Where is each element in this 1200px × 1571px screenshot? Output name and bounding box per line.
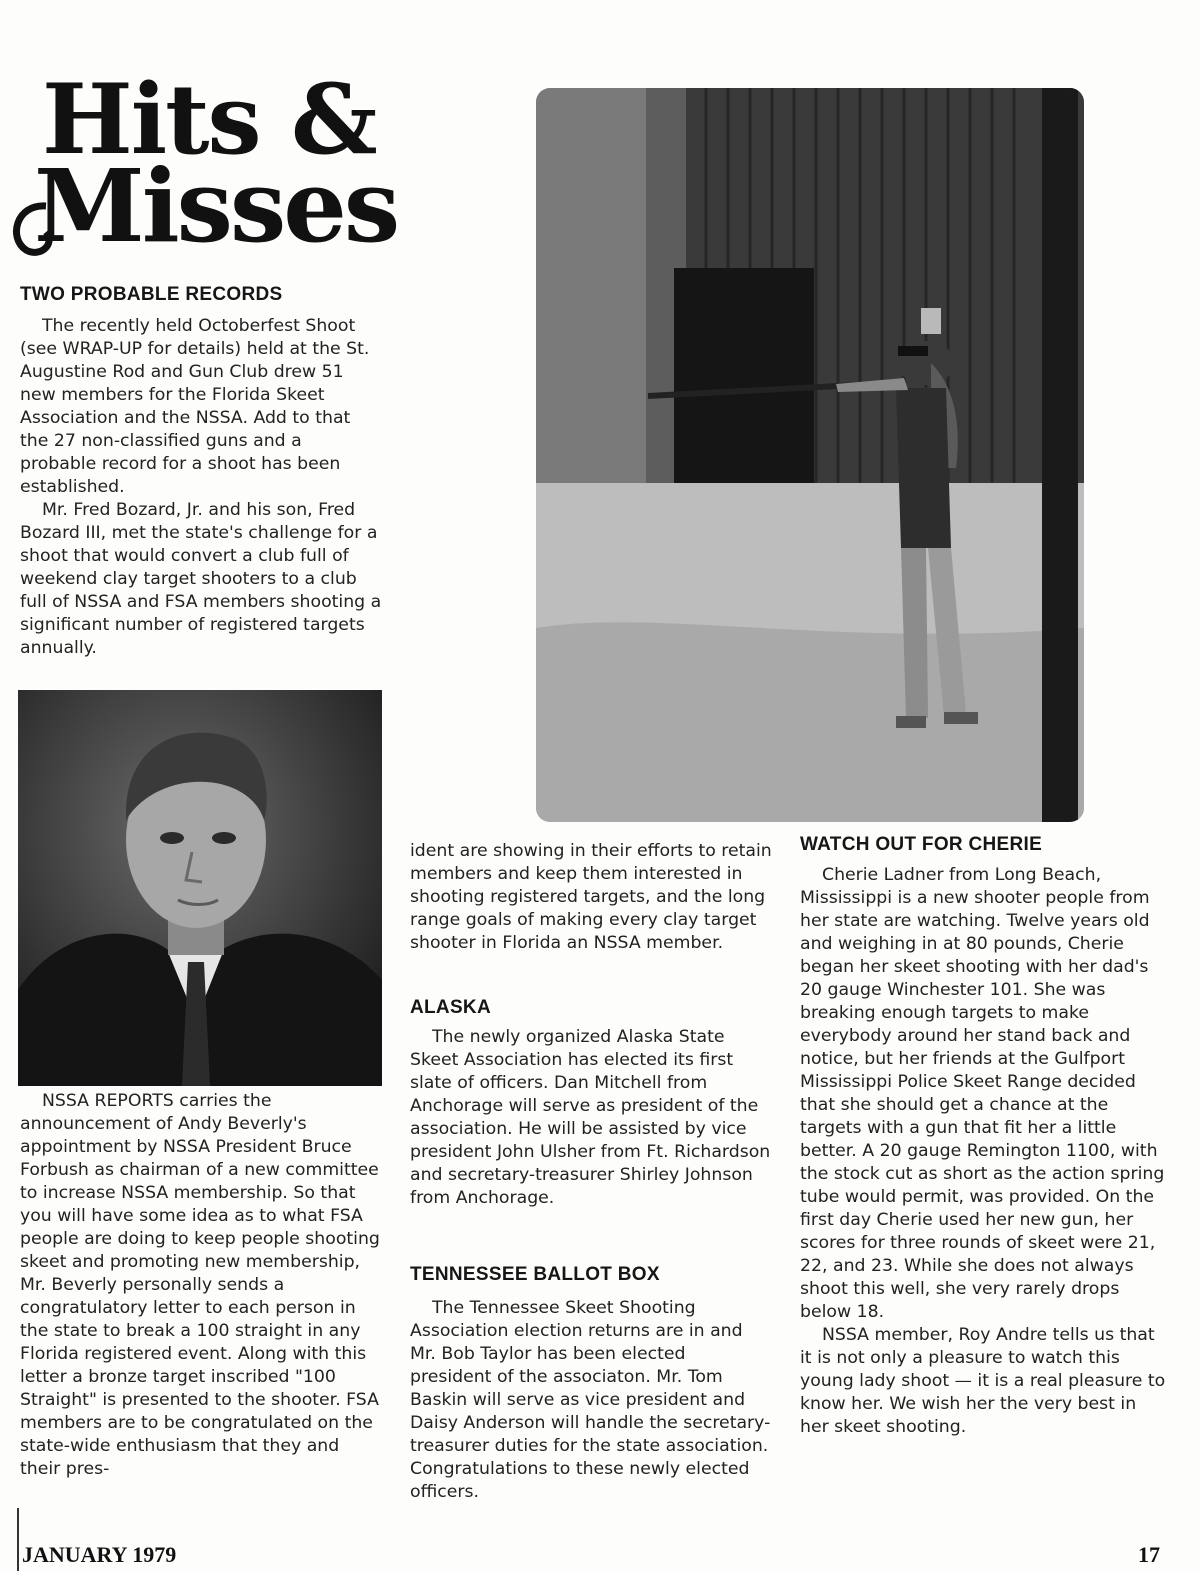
alaska-heading: ALASKA xyxy=(410,997,491,1018)
cherie-body xyxy=(800,864,1166,1439)
nssa-reports-paragraph: NSSA REPORTS carries the announcement of Andy Beverly's appointment by NSSA President Bruce Forbush as chairman of a new committee to increase NSSA membership. So that you will have some idea as to what FSA people are doing to keep people shooting skeet and promoting new membership, Mr. Beverly personally sends a congratulatory letter to each person in the state to break a 100 straight in any Florida registered event. Along with this letter a bronze target inscribed "100 Straight" is presented to the shooter. FSA members are to be congratulated on the state-wide enthusiasm that they and their pres- xyxy=(20,1091,380,1479)
cherie-paragraph-1: Cherie Ladner from Long Beach, Mississippi is a new shooter people from her state are watching. Twelve years old and weighing in at 80 pounds, Cherie began her skeet shooting with her dad's 20 gauge Winchester 101. She was breaking enough targets to make everybody around her stand back and notice, but her friends at the Gulfport Mississippi Police Skeet Range decided that she should get a chance at the targets with a gun that fit her a little better. A 20 gauge Remington 1100, with the stock cut as short as the action spring tube would permit, was provided. On the first day Cherie used her new gun, her scores for three rounds of skeet were 21, 22, and 23. While she does not always shoot this well, she very rarely drops below 18. xyxy=(800,865,1165,1322)
nssa-reports-continued xyxy=(410,840,772,955)
records-paragraph-1: The recently held Octoberfest Shoot (see WRAP-UP for details) held at the St. Augustine Rod and Gun Club drew 51 new members for the Florida Skeet Association and the NSSA. Add to that the 27 non-classified guns and a probable record for a shoot has been established. xyxy=(20,316,370,497)
masthead-logo xyxy=(6,63,398,268)
records-paragraph-2: Mr. Fred Bozard, Jr. and his son, Fred Bozard III, met the state's challenge for a shoot that would convert a club full of weekend clay target shooters to a club full of NSSA and FSA members shooting a significant number of registered targets annually. xyxy=(20,500,382,658)
shooter-photo xyxy=(536,88,1084,822)
alaska-body xyxy=(410,1026,772,1210)
cherie-heading: WATCH OUT FOR CHERIE xyxy=(800,834,1043,855)
alaska-paragraph: The newly organized Alaska State Skeet Association has elected its first slate of officers. Dan Mitchell from Anchorage will serve as president of the association. He will be assisted by vice president John Ulsher from Ft. Richardson and secretary-treasurer Shirley Johnson from Anchorage. xyxy=(410,1027,771,1208)
records-body xyxy=(20,315,382,660)
logo-swirl-icon xyxy=(6,198,66,258)
tennessee-heading: TENNESSEE BALLOT BOX xyxy=(410,1264,660,1285)
records-heading: TWO PROBABLE RECORDS xyxy=(20,284,283,305)
tennessee-body xyxy=(410,1297,772,1504)
masthead-line-2: Misses xyxy=(34,147,398,265)
portrait-photo xyxy=(18,690,382,1086)
issue-date: JANUARY 1979 xyxy=(22,1542,177,1567)
cherie-paragraph-2: NSSA member, Roy Andre tells us that it is not only a pleasure to watch this young lady shoot — it is a real pleasure to know her. We wish her the very best in her skeet shooting. xyxy=(800,1325,1166,1437)
nssa-reports-body xyxy=(20,1090,382,1481)
footer-rule xyxy=(17,1508,19,1571)
masthead-line-1: Hits & xyxy=(42,63,376,176)
page-number: 17 xyxy=(1138,1542,1160,1567)
nssa-reports-paragraph-continued: ident are showing in their efforts to retain members and keep them interested in shooting registered targets, and the long range goals of making every clay target shooter in Florida an NSSA member. xyxy=(410,841,772,953)
tennessee-paragraph: The Tennessee Skeet Shooting Association election returns are in and Mr. Bob Taylor has been elected president of the associaton. Mr. Tom Baskin will serve as vice president and Daisy Anderson will handle the secretary-treasurer duties for the state association. Congratulations to these newly elected officers. xyxy=(410,1298,771,1502)
